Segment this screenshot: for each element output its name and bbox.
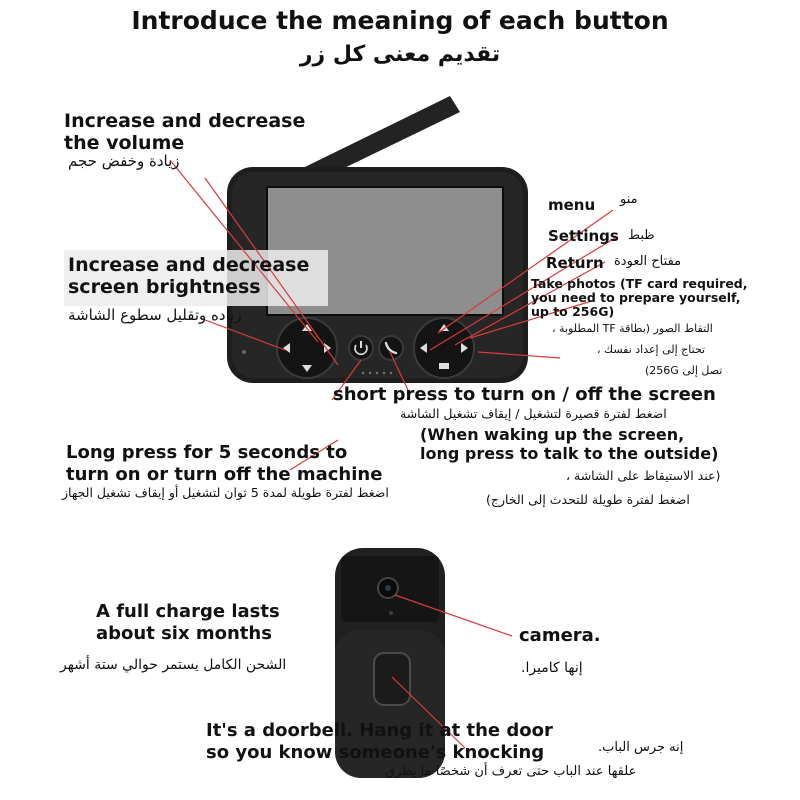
photos-line1: Take photos (TF card required, [531, 276, 748, 291]
wake-note-arabic-line1: (عند الاستيقاظ على الشاشة ، [566, 468, 721, 483]
page-title: Introduce the meaning of each button [131, 6, 669, 35]
power-button [349, 336, 373, 360]
long-press-line2: turn on or turn off the machine [66, 464, 383, 485]
wake-note-arabic-line2: اضغط لفترة طويلة للتحدث إلى الخارج) [486, 492, 690, 507]
long-press-arabic: اضغط لفترة طويلة لمدة 5 ثوان لتشغيل أو إيقاف تشغيل الجهاز [62, 485, 389, 500]
talk-button [379, 336, 403, 360]
volume-label [64, 110, 305, 154]
page-title-arabic: تقديم معنى كل زر [299, 42, 501, 67]
camera-arabic: إنها كاميرا. [521, 660, 583, 676]
photos-arabic-line3: تصل إلى 256G) [645, 364, 723, 377]
brightness-line2: screen brightness [68, 276, 261, 298]
long-press-line1: Long press for 5 seconds to [66, 442, 348, 463]
doorbell-line2: so you know someone's knocking [206, 742, 545, 763]
doorbell-line1: It's a doorbell. Hang it at the door [206, 720, 553, 741]
wake-note-line1: (When waking up the screen, [420, 425, 685, 444]
brightness-line1: Increase and decrease [68, 254, 310, 276]
short-press-label: short press to turn on / off the screen [333, 384, 716, 405]
settings-label-arabic: ظبط [628, 228, 655, 243]
photos-line2: you need to prepare yourself, [531, 290, 741, 305]
charge-line1: A full charge lasts [96, 601, 280, 622]
photos-label [531, 277, 748, 319]
wake-note-line2: long press to talk to the outside) [420, 444, 719, 463]
charge-line2: about six months [96, 623, 272, 644]
right-button-pad [414, 318, 474, 378]
camera-label: camera. [519, 625, 601, 646]
brightness-label-arabic: زياده وتقليل سطوع الشاشة [68, 306, 242, 324]
doorbell-label [206, 720, 553, 764]
charge-arabic: الشحن الكامل يستمر حوالي ستة أشهر [60, 657, 287, 673]
volume-label-arabic: زيادة وخفض حجم [68, 152, 180, 170]
long-press-label [66, 442, 382, 486]
doorbell-arabic-line1: إنه جرس الباب. [598, 740, 684, 755]
photos-arabic-line1: التقاط الصور (بطاقة TF المطلوبة ، [552, 322, 713, 335]
doorbell-arabic-line2: علقها عند الباب حتى تعرف أن شخصًا ما يطرق [385, 764, 637, 779]
left-button-pad [277, 318, 337, 378]
photos-arabic-line2: تحتاج إلى إعداد نفسك ، [597, 343, 706, 356]
menu-label-arabic: منو [620, 192, 638, 207]
short-press-arabic: اضغط لفترة قصيرة لتشغيل / إيقاف تشغيل الشاشة [400, 406, 667, 421]
volume-line2: the volume [64, 132, 185, 154]
volume-line1: Increase and decrease [64, 110, 306, 132]
return-label-arabic: مفتاح العودة [614, 254, 682, 269]
return-label: Return [546, 254, 604, 272]
wake-note [420, 425, 718, 463]
settings-label: Settings [548, 227, 619, 245]
charge-label [96, 601, 280, 645]
menu-label: menu [548, 196, 596, 214]
photos-line3: up to 256G) [531, 304, 615, 319]
brightness-label [68, 254, 309, 298]
